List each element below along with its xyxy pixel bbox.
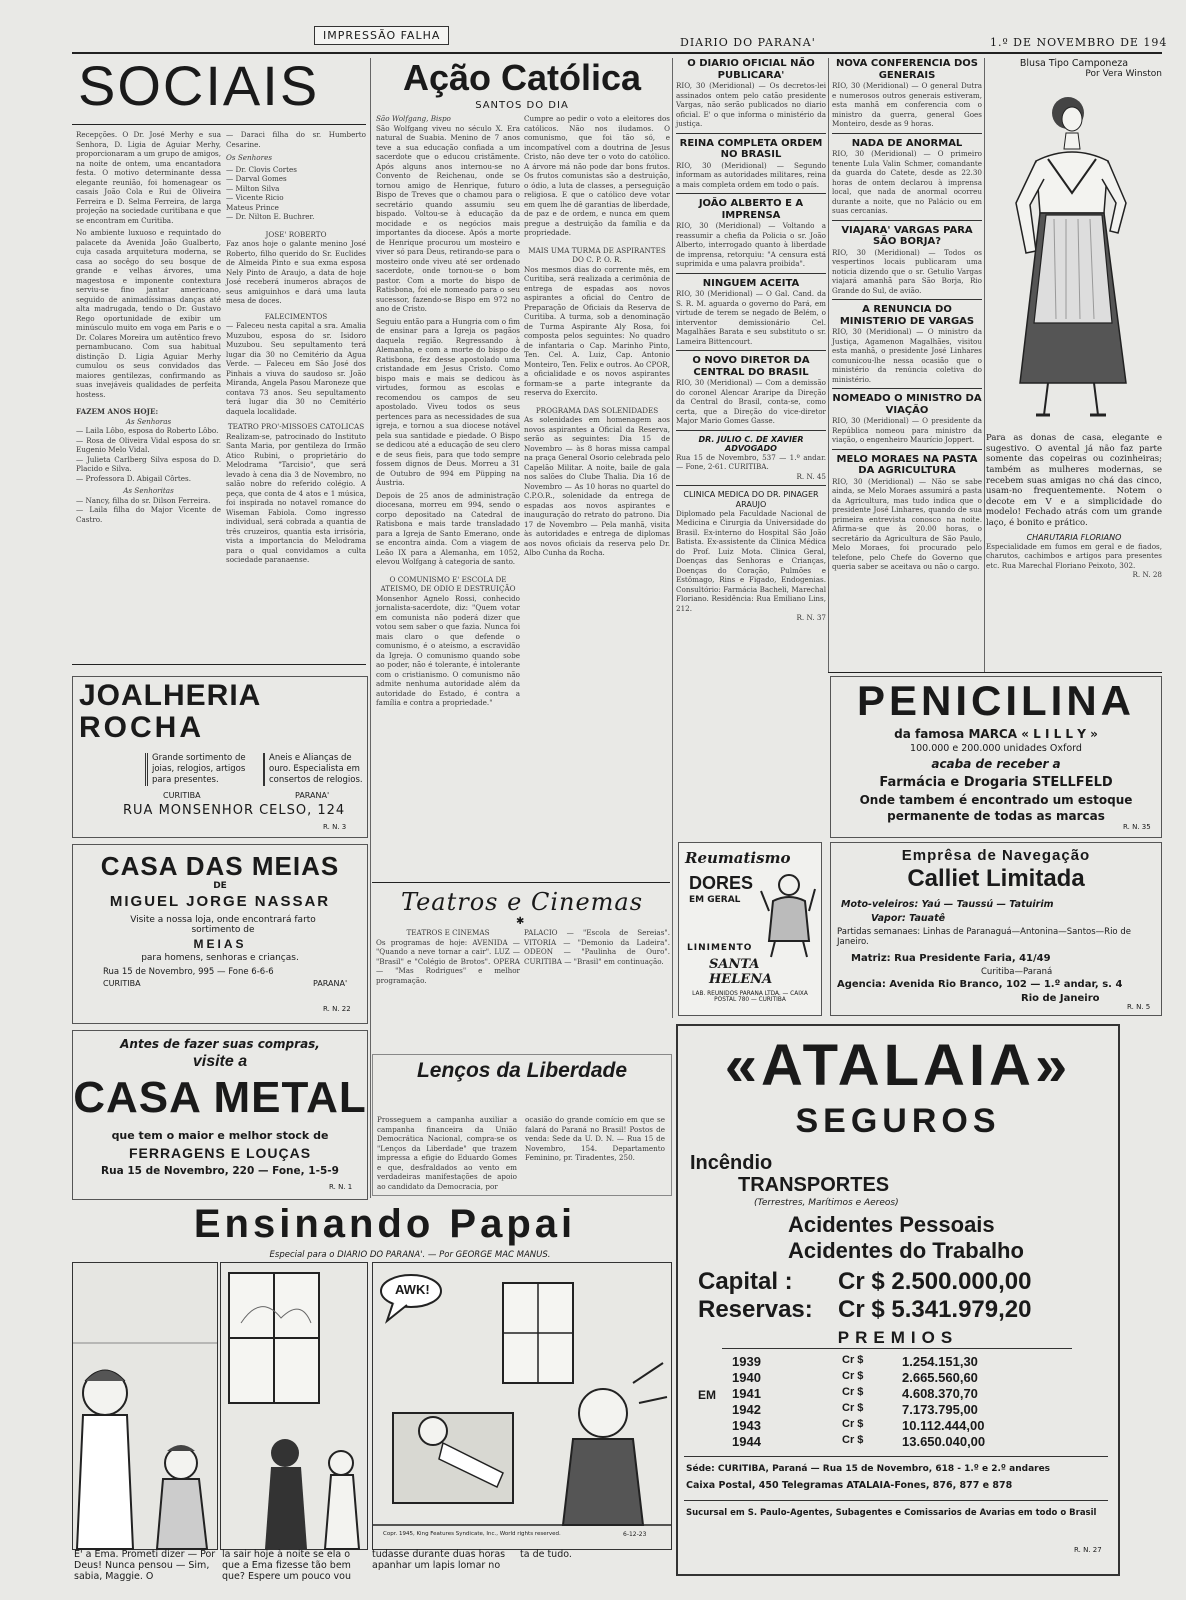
acao-paragraph: Cumpre ao pedir o voto a eleitores dos católicos. Não nos iludamos. O comunismo, que foi tão só, e incompatível com a doutrina de Jesus Cristo, não deve ter o voto do católico. A árvore má não pode dar bons frutos. Os frutos comunistas são a destruição, o ódio, a luta de classes, a perseguição religiosa. E que o católico deve votar em quem lhe dê garantias de liberdade, de paz e de ordem, e nunca em quem pregue a destruição da família e da propriedade. [524, 114, 670, 237]
star-icon: ✱ [516, 916, 525, 927]
penicilina-line4: Farmácia e Drogaria STELLFELD [879, 775, 1113, 790]
atalaia-capital-value: Cr $ 2.500.000,00 [838, 1268, 1032, 1295]
acao-paragraph: Seguiu então para a Hungria com o fim de ensinar para a Igreja os pagãos daquela região. Regressando à Alemanha, e com a morte do bispo de Ratisbona, fez desse apostolado uma cristandade em Jesus Cristo. Como bispo mais e mais se dedicou às virtudes, formou as escolas e recomendou os campos de seu apostolado. Viveu todos os seus pertences para as necessidades de sua igreja, e tornou a sua diocese notável pela sua santidade e piedade. O Bispo se dedicou até a educação de seu clero e de seus fieis, para que todo sempre fossem dignos de Deus. Morreu a 31 de Outubro de 994 em Püpping na Áustria. [376, 316, 520, 487]
premios-row: 1944 Cr $ 13.650.040,00 [732, 1434, 986, 1449]
atalaia-ref: R. N. 27 [1074, 1546, 1102, 1554]
comic-awk-speech: AWK! [395, 1282, 430, 1297]
lencos-right-paragraph: ocasião do grande comício em que se falará do Paraná no Brasil! Postos de venda: Sede da U. D. N. — Rua 15 de Novembro, 154. Departamento Feminino, pr. Tiradentes, 250. [525, 1115, 665, 1162]
birthday-name: — Vicente Ricio [226, 193, 284, 202]
birthday-item: — Laila filha do Major Vicente de Castro. [76, 505, 221, 524]
news-heading: MELO MORAES NA PASTA DA AGRICULTURA [836, 453, 978, 476]
joalheria-title-line2: ROCHA [79, 711, 204, 744]
sufferer-figure-icon [759, 871, 817, 959]
birthdays-senhoritas: As Senhoritas [123, 486, 174, 495]
joalheria-right-text: Aneis e Alianças de ouro. Especialista em consertos de relogios. [263, 753, 367, 786]
birthdays-senhores: Os Senhores [226, 153, 273, 162]
premios-row: 1940 Cr $ 2.665.560,60 [732, 1370, 978, 1385]
joalheria-left-text: Grande sortimento de joias, relogios, artigos para presentes. [145, 753, 260, 786]
acao-catolica-title: Ação Católica [402, 57, 642, 98]
lencos-box [372, 1054, 672, 1196]
metal-line1: Antes de fazer suas compras, [120, 1037, 320, 1051]
birthday-item: — Daraci filha do sr. Humberto Cesarine. [226, 130, 366, 149]
birthday-item: — Professora D. Abigail Côrtes. [76, 473, 192, 483]
birthday-name: — Milton Silva [226, 183, 280, 193]
meias-owner: MIGUEL JORGE NASSAR [109, 893, 331, 910]
meias-line2: MEIAS [193, 937, 247, 951]
birthdays-heading: FAZEM ANOS HOJE: [76, 407, 159, 416]
atalaia-premios-heading: PREMIOS [837, 1328, 959, 1347]
calliet-line7: Agencia: Avenida Rio Branco, 102 — 1.º andar, s. 4 [837, 979, 1123, 990]
meias-address: Rua 15 de Novembro, 995 — Fone 6-6-6 [103, 967, 274, 977]
ad-penicilina [830, 676, 1162, 838]
acao-paragraph: Depois de 25 anos de administração diocesana, morreu em 994, sendo o corpo depositado na Catedral de Ratisbona e mais tarde transladado para a Igreja de Santo Emerano, onde se encontra ainda. Com a viagem de Leão IX para a Alemanha, em 1052, elevou Wolfgang à categoria de santo. [376, 490, 520, 566]
news-paragraph: RIO, 30 (Meridional) — Não se sabe ainda, se Melo Moraes assumirá a pasta da Agricultura, mas tudo indica que o presidente José Linhares, quando de sua primeira entrevista conosco na noite. Afirma-se que às 20.00 horas, o secretário da Agricultura de São Paulo, Melo Moraes, foi procurado pelo telefone, pelo Chefe do Governo que queria saber se aceitava ou não o cargo. [832, 476, 982, 571]
atalaia-sub: SEGUROS [795, 1102, 1001, 1140]
teatros-left-heading: TEATROS E CINEMAS [406, 928, 490, 937]
news-paragraph: RIO, 30 (Meridional) — Segundo informam as autoridades militares, reina a mais completa ordem em todo o país. [676, 160, 826, 189]
charutaria-heading: CHARUTARIA FLORIANO [1026, 532, 1122, 542]
teatro-missoes-heading: TEATRO PRO'-MISSOES CATOLICAS [227, 422, 365, 431]
santos-do-dia-subtitle: SANTOS DO DIA [475, 100, 569, 111]
birthday-name: — Dr. Nilton E. Buchrer. [226, 212, 315, 221]
news-heading: O DIARIO OFICIAL NÃO PUBLICARA' [687, 58, 815, 81]
news-paragraph: RIO, 30 (Meridional) — Com a demissão do coronel Alencar Araripe da Direção da Central do Brasil, conta-se, como certa, que a Direção do vice-diretor Major Mario Gomes Gasse. [676, 378, 826, 425]
teatros-left [376, 928, 520, 1046]
birthdays-senhoras: As Senhoras [125, 416, 172, 426]
comic-characters-icon [73, 1263, 217, 1549]
atalaia-footer-phones: Caixa Postal, 450 Telegramas ATALAIA-Fones, 876, 877 e 878 [686, 1480, 1013, 1491]
comic-copyright: Copr. 1945, King Features Syndicate, Inc., World rights reserved. [383, 1531, 561, 1537]
news-paragraph: RIO, 30 (Meridional) — Os decretos-lei assinados ontem pelo catão presidente Vargas, não serão publicados no diario oficial. E' o que informa o ministério da justiça. [676, 81, 826, 128]
reumatismo-em-geral: EM GERAL [689, 895, 741, 905]
reumatismo-brand: SANTA HELENA [709, 957, 773, 987]
ad-calliet [830, 842, 1162, 1016]
metal-title: CASA METAL [73, 1073, 367, 1122]
fashion-author: Por Vera Winston [1085, 69, 1162, 79]
mais-turma-paragraph: Nos mesmos dias do corrente mês, em Curitiba, será realizada a cerimônia de entrega de espadas aos novos aspirantes a oficial do Centro de Preparação de Oficiais da Reserva de Curitiba. A turma, sob a denominação de Turma Aspirante Aly Rosa, foi composta pelos seguintes: No quadro de infantaria o Cap. Marinho Pinto, Ten. Cel. A. Luiz, Cap. Antonio Monteiro, Ten. Felix e outros. Ao CPOR, a oficialidade e os novos aspirantes formam-se a parte integrante da reserva do Exercito. [524, 264, 670, 397]
atalaia-acidentes-trabalho: Acidentes do Trabalho [788, 1238, 1024, 1263]
comunismo-heading: O COMUNISMO E' ESCOLA DE ATEISMO, DE ODIO E DESTRUIÇÃO [380, 574, 516, 593]
news-paragraph: RIO, 30 (Meridional) — O ministro da Justiça, Agamenon Magalhães, visitou esta manhã, o presidente José Linhares comunicou-lhe nessa ocasião que o ministério da renúncia coletiva do ministério. [832, 327, 982, 384]
atalaia-footer-address: Séde: CURITIBA, Paraná — Rua 15 de Novembro, 618 - 1.º e 2.º andares [686, 1464, 1051, 1474]
comic-window-scene-icon [221, 1263, 367, 1549]
comic-panel-3 [372, 1262, 672, 1550]
calliet-line5: Matriz: Rua Presidente Faria, 41/49 [851, 953, 1051, 964]
penicilina-line6: permanente de todas as marcas [887, 809, 1105, 823]
atalaia-reservas-value: Cr $ 5.341.979,20 [838, 1296, 1032, 1323]
news-column-3 [676, 58, 826, 623]
calliet-line3: Vapor: Tauatê [871, 913, 946, 924]
reumatismo-title: Reumatismo [685, 849, 791, 867]
comic-panel-2 [220, 1262, 368, 1550]
news-heading: JOÃO ALBERTO E A IMPRENSA [698, 198, 804, 221]
news-heading: NINGUEM ACEITA [702, 277, 800, 289]
premios-row: 1939 Cr $ 1.254.151,30 [732, 1354, 978, 1369]
meias-line3: para homens, senhoras e crianças. [141, 953, 299, 963]
atalaia-premios-table [732, 1354, 1072, 1450]
metal-line2: visite a [192, 1053, 248, 1070]
programa-heading: PROGRAMA DAS SOLENIDADES [535, 405, 659, 415]
penicilina-title: PENICILINA [856, 677, 1135, 724]
acao-paragraph: São Wolfgang viveu no século X. Era natural de Suabia. Menino de 7 anos teve a sua educação confiada a um sacerdote que o educou cristãmente. Após alguns anos internou-se no Convento de Reichenau, onde se tornou amigo de Henrique, futuro Bispo de Treves que o chamou para o secretário quando assumiu seu bispado. Voltou-se à educação da mocidade e os negócios mais importantes da diocese. Após a morte de Henrique procurou um mosteiro e viver só para Deus, retirando-se para o mosteiro onde viveu até ser ordenado sacerdote, onde tornou-se o bom pastor. Com a morte do bispo de Ratisbona, foi ele nomeado para o seu sucessor, fazendo-se Bispo em 972 no ano de Cristo. [376, 123, 520, 313]
meias-ref: R. N. 22 [323, 1005, 351, 1013]
fashion-title: Blusa Tipo Camponeza [1019, 58, 1129, 69]
news-heading: O NOVO DIRETOR DA CENTRAL DO BRASIL [692, 355, 810, 378]
ad-joalheria-rocha [72, 676, 368, 838]
calliet-line2: Moto-veleiros: Yaú — Taussú — Tatuirim [841, 899, 1054, 910]
atalaia-capital-label: Capital : [698, 1268, 793, 1295]
meias-line1: Visite a nossa loja, onde encontrará farto sortimento de [130, 915, 316, 935]
clinica-heading: CLINICA MEDICA DO DR. PINAGER ARAUJO [683, 490, 819, 509]
news-heading: NOVA CONFERENCIA DOS GENERAIS [836, 58, 978, 81]
reumatismo-linimento: LINIMENTO [687, 943, 753, 953]
news-heading: REINA COMPLETA ORDEM NO BRASIL [679, 137, 823, 160]
col4-bottom-rule [828, 672, 1162, 673]
acao-byline: São Wolfgang, Bispo [376, 114, 451, 123]
advogado-address: Rua 15 de Novembro, 537 — 1.º andar. — Fone, 2-61. CURITIBA. [676, 452, 826, 472]
ad-casa-metal [72, 1030, 368, 1200]
atalaia-transportes-note: (Terrestres, Marítimos e Aereos) [754, 1198, 899, 1208]
mais-turma-heading: MAIS UMA TURMA DE ASPIRANTES DO C. P. O. R. [528, 245, 666, 264]
meias-de: DE [213, 881, 227, 891]
jose-roberto-heading: JOSE' ROBERTO [265, 229, 327, 239]
calliet-ref: R. N. 5 [1127, 1003, 1151, 1011]
atalaia-acidentes-pessoais: Acidentes Pessoais [788, 1212, 995, 1237]
news-paragraph: RIO, 30 (Meridional) — O Gal. Cand. da S. R. M. aguarda o governo do Pará, em virtude de terem se negado de Belém, o interventor demissionário Cel. Magalhães Barata e seu substituto o sr. Lameira Bittencourt. [676, 289, 826, 346]
news-paragraph: RIO, 30 (Meridional) — O presidente da República nomeou para ministro da viação, o engenheiro Maurício Joppert. [832, 416, 982, 444]
atalaia-reservas-label: Reservas: [698, 1296, 813, 1323]
reumatismo-dores: DORES [689, 873, 754, 893]
news-heading: VIAJARA' VARGAS PARA SÃO BORJA? [841, 224, 973, 247]
birthday-name: — Darval Gomes [226, 174, 287, 183]
premios-row: 1942 Cr $ 7.173.795,00 [732, 1402, 978, 1417]
jose-roberto-paragraph: Faz anos hoje o galante menino José Roberto, filho querido do Sr. Euclides de Almeida Pinto e sua exma esposa Nely Pinto de Araujo, a data de hoje José receberá inumeros abraços de seus amiguinhos e dará uma lauta mesa de doces. [226, 239, 366, 305]
news-heading: A RENUNCIA DO MINISTERIO DE VARGAS [839, 304, 975, 327]
joalheria-ref: R. N. 3 [323, 823, 347, 831]
advogado-heading: DR. JULIO C. DE XAVIER ADVOGADO [698, 434, 804, 453]
column-separator [828, 58, 829, 672]
metal-line3: que tem o maior e melhor stock de [111, 1129, 329, 1142]
clinica-ref: R. N. 37 [796, 613, 826, 623]
column-separator [672, 58, 673, 1018]
penicilina-line3: acaba de receber a [931, 757, 1061, 771]
sociais-bottom-rule [72, 664, 366, 665]
joalheria-state: PARANA' [295, 791, 330, 800]
sociais-column-left [76, 130, 221, 658]
metal-address: Rua 15 de Novembro, 220 — Fone, 1-5-9 [101, 1165, 339, 1177]
column-separator [370, 58, 371, 1198]
penicilina-line1: da famosa MARCA « L I L L Y » [894, 727, 1098, 741]
fashion-column [986, 58, 1162, 668]
comunismo-paragraph: Monsenhor Agnelo Rossi, conhecido jornalista-sacerdote, diz: "Quem votar em comunista não poderá dizer que votou sem saber o que fazia. Nunca foi mais claro o que defende o comunismo, é o ateísmo, a escravidão da Igreja. O comunismo quando sobe ao poder, não é tolerante, é intolerante com o cristianismo. O comunismo não admite nenhuma autoridade além da autoridade do Estado, é contra a família e contra a propriedade." [376, 593, 520, 707]
calliet-line6: Curitiba—Paraná [981, 967, 1053, 977]
premios-row: 1941 Cr $ 4.608.370,70 [732, 1386, 978, 1401]
comic-title: Ensinando Papai [193, 1202, 577, 1246]
meias-state: PARANA' [313, 979, 348, 988]
joalheria-title-line1: JOALHERIA [79, 679, 262, 712]
meias-city: CURITIBA [103, 979, 141, 988]
comic-credit: Especial para o DIARIO DO PARANA'. — Por GEORGE MAC MANUS. [269, 1250, 551, 1260]
programa-paragraph: As solenidades em homenagem aos novos aspirantes a Oficial da Reserva, serão as seguintes: Dia 15 de Novembro — às 8 horas missa campal na praça General Osorio celebrada pelo Capelão Militar. A noite, baile de gala nos salões do Clube Thalia. Dia 16 de Novembro — As 10 horas no quartel do C.P.O.R., solenidade da entrega de espadas aos novos aspirantes e inauguração do retrato do patrono. Dia 17 de Novembro — Pela manhã, visita às autoridades e entrega de diplomas aos novos oficiais da reserva pelo Dr. Albo Cunha da Rocha. [524, 415, 670, 557]
news-heading: NOMEADO O MINISTRO DA VIAÇÃO [832, 393, 982, 416]
atalaia-footer-sucursal: Sucursal em S. Paulo-Agentes, Subagentes e Comissarios de Avarias em todo o Brasil [686, 1508, 1097, 1518]
news-heading: NADA DE ANORMAL [851, 137, 963, 149]
masthead-date: 1.º DE NOVEMBRO DE 194 [990, 36, 1168, 49]
news-paragraph: RIO, 30 (Meridional) — O primeiro tenente Lula Valin Schmer, comandante da guarda do Catete, desde as 22.30 horas de ontem declarou à imprensa local, que nada de anormal ocorreu durante a noite, que no Palácio ou em suas cercanias. [832, 149, 982, 215]
ad-casa-das-meias [72, 844, 368, 1024]
sociais-column-right [226, 130, 366, 658]
teatros-right-paragraph: PALACIO — "Escola de Sereias". VITORIA — "Demonio da Ladeira". ODEON — "Paulinha de Ouro". CURITIBA — "Brasil" em continuação. [524, 928, 670, 966]
advogado-ref: R. N. 45 [796, 471, 826, 481]
teatros-title: Teatros e Cinemas [400, 888, 644, 916]
comic-caption-4: ta de tudo. [520, 1549, 572, 1560]
metal-ref: R. N. 1 [329, 1183, 353, 1191]
calliet-line8: Rio de Janeiro [1021, 993, 1100, 1004]
atalaia-em: EM [698, 1388, 716, 1402]
comic-date-tag: 6-12-23 [623, 1531, 647, 1538]
comic-caption-1: E' a Ema. Prometi dizer — Por Deus! Nunca pensou — Sim, sabia, Maggie. O [74, 1549, 216, 1582]
column-separator [984, 58, 985, 672]
joalheria-address: RUA MONSENHOR CELSO, 124 [123, 803, 346, 818]
sociais-reception-p2: No ambiente luxuoso e requintado do palacete da Avenida João Gualberto, cuja casada arquitetura moderna, se casa ao socêgo do seu bosque de grande e velhas árvores, uma magestosa e imponente contextura serviu-se fino jantar americano, seguido de animadíssimas danças até alta madrugada, tendo o Dr. Gustavo Rego oportunidade de exibir um minúsculo muito em voga em Paris e o Dr. Colares Moreira um autêntico frevo pernambucano. Com sua habitual distinção D. Ligia Aguiar Merhy cumulou os seus convidados das maiores gentilezas, confirmando as suas invejáveis qualidades de perfeita hostess. [76, 228, 221, 399]
news-paragraph: RIO, 30 (Meridional) — Todos os vespertinos locais publicaram uma noticia dizendo que o sr. Getulio Vargas viajará amanhã para São Borja, Rio Grande do Sul, de avião. [832, 247, 982, 295]
premios-row: 1943 Cr $ 10.112.444,00 [732, 1418, 985, 1433]
clinica-paragraph: Diplomado pela Faculdade Nacional de Medicina e Cirurgia da Universidade do Brasil. Ex-interno do Hospital São João Batista. Ex-assistente da Clinica Médica do Prof. Luiz Mota. Clinica Geral, Doenças das Senhoras e Crianças, Doenças do Coração, Pulmões e Estômago, Rins e Figado, Endogenias. Consultório: Farmácia Bacheli, Marechal Floriano. Residência: Rua Emiliano Lins, 212. [676, 508, 826, 613]
calliet-title: Calliet Limitada [907, 865, 1085, 892]
sociais-title: SOCIAIS [78, 54, 320, 117]
teatros-left-paragraph: Os programas de hoje: AVENIDA — "Quando a neve tornar a cair". LUZ — "Brasil" e "Colégio de Brotos". OPERA — "Mas Rodrigues" e melhor programação. [376, 937, 520, 985]
birthday-item: — Julieta Carlberg Silva esposa do D. Placido e Silva. [76, 454, 221, 473]
birthday-name: Mateus Prince [226, 202, 279, 212]
acao-column-left [376, 114, 520, 876]
birthday-item: — Nancy, filha do sr. Dilson Ferreira. [76, 495, 211, 505]
metal-line4: FERRAGENS E LOUÇAS [128, 1145, 312, 1161]
joalheria-city: CURITIBA [163, 791, 201, 800]
penicilina-line5: Onde tambem é encontrado um estoque [859, 793, 1133, 807]
acao-bottom-rule [372, 882, 670, 883]
meias-title: CASA DAS MEIAS [100, 851, 340, 881]
sociais-rule [72, 124, 366, 125]
atalaia-title: «ATALAIA» [724, 1033, 1072, 1098]
comic-room-scene-icon [373, 1263, 671, 1549]
atalaia-transportes: TRANSPORTES [738, 1174, 890, 1196]
sociais-reception-p1: Recepções. O Dr. José Merhy e sua Senhora, D. Ligia de Aguiar Merhy, proporcionaram a um grupo de amigos, na noite de ontem, uma encantadora festa. O motivo determinante dessa elegante reunião, foi homenagear os casais João Cola e Rui de Oliveira Ferreira e D. Selma Ferreira, de larga projeção na sociedade curitibana e que se encontram em Curitiba. [76, 130, 221, 225]
ad-atalaia [676, 1024, 1120, 1576]
ad-reumatismo [678, 842, 822, 1016]
calliet-line4: Partidas semanaes: Linhas de Paranaguá—Antonina—Santos—Rio de Janeiro. [837, 927, 1131, 947]
falecimentos-heading: FALECIMENTOS [264, 311, 328, 321]
birthday-item: — Laila Lôbo, esposa do Roberto Lôbo. [76, 426, 219, 435]
comic-panel-1 [72, 1262, 218, 1550]
birthday-item: — Rosa de Oliveira Vidal esposa do sr. Eugenio Melo Vidal. [76, 435, 221, 454]
fashion-ref: R. N. 28 [1132, 570, 1162, 580]
news-column-4 [832, 58, 982, 668]
calliet-line1: Emprêsa de Navegação [901, 847, 1091, 864]
news-paragraph: RIO, 30 (Meridional) — Voltando a reassumir a chefia da Policia o sr. João Alberto, interrogado quanto à liberdade de imprensa, retorquiu: "A censura está suprimida e uma palavra proibida". [676, 221, 826, 268]
charutaria-paragraph: Especialidade em fumos em geral e de fiados, charutos, cachimbos e artigos para presentes etc. Rua Marechal Floriano Peixoto, 302. [986, 541, 1162, 570]
fashion-paragraph: Para as donas de casa, elegante e sugestivo. O avental já não faz parte somente das copeiras ou cozinheiras; também as mulheres modernas, se recebem suas amigas no chá das cinco, usam-no frequentemente. Notem o decote em V e a simplicidade do modelo! Fechado atrás com um grande laço, é bonito e prático. [986, 433, 1162, 528]
teatros-right [524, 928, 670, 1046]
falecimentos-paragraph: — Faleceu nesta capital a sra. Amalia Muzubou, esposa do sr. Isidoro Muzubou. Seu sepultamento terá lugar dia 30 no Cemitério da Agua Verde. — Faleceu em São José dos Pinhais a viuva do saudoso sr. João Miranda, Angela Pasou Maroneze que contava 73 anos. Seu sepultamento terá lugar dia 30 no Cemitério daquela localidade. [226, 321, 366, 416]
penicilina-line2: 100.000 e 200.000 unidades Oxford [910, 743, 1082, 754]
penicilina-ref: R. N. 35 [1123, 823, 1151, 831]
reumatismo-footer: LAB. REUNIDOS PARANA LTDA. — CAIXA POSTAL 780 — CURITIBA [692, 991, 808, 1003]
print-defect-stamp: IMPRESSÃO FALHA [314, 26, 449, 45]
teatro-missoes-paragraph: Realizam-se, patrocinado do Instituto Santa Maria, por gentileza do Irmão Atico Rubini, o proprietário do Melodrama "Tarcisio", que será levado à cena dia 3 de Novembro, no salão nobre do referido colégio. A peça, que conta de 4 atos e 1 música, foi inspirada no notavel romance do Wiseman Fabiola. Como ingresso individual, será cobrada a quantia de três cruzeiros, quantia esta irrisória, vista a importancia do Melodrama para o qual convidamos a culta sociedade paranaense. [226, 431, 366, 564]
comic-caption-2: la sair hoje à noite se ela o que a Ema fizesse tão bem que? Espere um pouco vou [222, 1549, 352, 1582]
news-paragraph: RIO, 30 (Meridional) — O general Dutra e numerosos outros generais estiveram, esta manhã em conferencia com o ministro da guerra, general Goes Monteiro, desde as 9 horas. [832, 81, 982, 128]
masthead-paper-name: DIARIO DO PARANA' [680, 36, 816, 49]
comic-caption-3: tudasse durante duas horas apanhar um lapis lomar no [372, 1549, 506, 1571]
lencos-left-paragraph: Prosseguem a campanha auxiliar a campanha financeira da União Democrática Nacional, compra-se os "Lenços da Liberdade" que trazem impressa a efigie do Eduardo Gomes e que, desfraldados ao vento em verdadeiras manifestações de apoio ao candidato da Democracia, por [377, 1115, 517, 1191]
lencos-title: Lenços da Liberdade [416, 1059, 628, 1082]
birthday-name: — Dr. Clovis Cortes [226, 164, 297, 174]
dress-illustration-icon [986, 83, 1162, 433]
acao-column-right [524, 114, 670, 876]
atalaia-incendio: Incêndio [690, 1152, 773, 1174]
